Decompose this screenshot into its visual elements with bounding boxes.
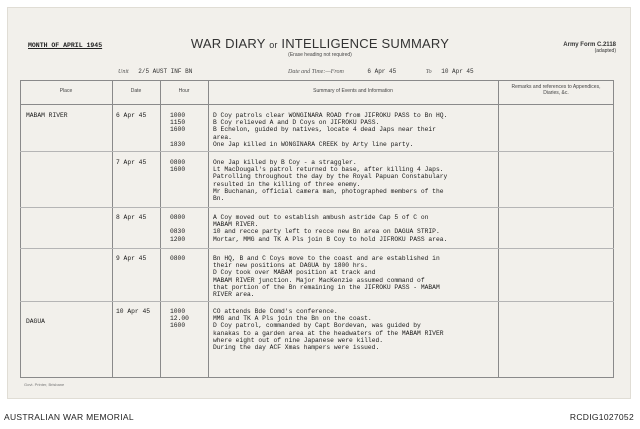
summary-line: Patrolling throughout the day by the Royal Papuan Constabulary <box>213 173 448 181</box>
entry-place: DAGUA <box>26 318 45 325</box>
title-intelligence-summary: INTELLIGENCE SUMMARY <box>281 36 450 51</box>
unit-value: 2/5 AUST INF BN <box>138 68 193 75</box>
rule-entry-1 <box>20 151 614 152</box>
entry-hour: 1150 <box>170 119 186 127</box>
rule-right <box>613 80 614 378</box>
title-war-diary: WAR DIARY <box>190 36 266 51</box>
entry-hours <box>170 308 189 330</box>
rule-place-date <box>112 80 113 378</box>
entry-hour: 12.00 <box>170 315 189 323</box>
summary-line: D Coy patrols clear WONGINARA ROAD from JIFROKU PASS to Bn HQ. <box>213 112 448 119</box>
entry-summary <box>213 112 447 148</box>
page-title <box>0 36 640 51</box>
entry-hours <box>170 214 185 243</box>
rule-entry-3 <box>20 248 614 249</box>
title-or: or <box>269 40 278 50</box>
summary-line: B Coy relieved A and D Coys on JIFROKU PASS. <box>213 119 380 127</box>
rule-entry-2 <box>20 207 614 208</box>
summary-line: resulted in the killing of three enemy. <box>213 180 361 188</box>
army-form-label <box>563 42 616 54</box>
rule-date-hour <box>160 80 161 378</box>
summary-line: 10 and recce party left to recce new Bn area on DAGUA STRIP. <box>213 228 440 236</box>
footer-institution: AUSTRALIAN WAR MEMORIAL <box>4 412 134 422</box>
summary-line: Mr Buchanan, official camera man, photographed members of the <box>213 187 444 195</box>
diary-table <box>20 80 614 378</box>
column-place-heading: Place <box>59 88 73 94</box>
entry-hour: 1600 <box>170 126 186 134</box>
entry-hour: 0830 <box>170 228 186 236</box>
entry-hour: 0800 <box>170 255 186 262</box>
summary-line: area. <box>213 133 232 141</box>
entry-date: 8 Apr 45 <box>116 214 147 221</box>
summary-line: Bn HQ, B and C Coys move to the coast and are established in <box>213 255 440 262</box>
entry-date: 6 Apr 45 <box>116 112 147 119</box>
army-form-note: (adapted) <box>594 48 616 54</box>
unit-label: Unit <box>118 69 129 75</box>
unit-line <box>118 68 192 75</box>
entry-hour: 1600 <box>170 166 186 174</box>
column-summary-heading: Summary of Events and Information <box>313 88 393 94</box>
entry-date: 7 Apr 45 <box>116 159 147 166</box>
entry-date: 10 Apr 45 <box>116 308 151 315</box>
summary-line: Mortar, MMG and TK A Pls join B Coy to hold JIFROKU PASS area. <box>213 235 448 243</box>
summary-line: Lt MacDougal's patrol returned to base, after killing 4 Japs. <box>213 166 444 174</box>
summary-line: RIVER area. <box>213 291 255 299</box>
entry-hours <box>170 255 185 262</box>
entry-summary <box>213 159 447 202</box>
entry-hour: 1600 <box>170 322 186 330</box>
entry-date: 9 Apr 45 <box>116 255 147 262</box>
dates-to: 10 Apr 45 <box>441 68 474 75</box>
footer-record-id: RCDIG1027052 <box>569 412 634 422</box>
entry-hour <box>170 134 185 141</box>
column-date-heading: Date <box>130 88 142 94</box>
summary-line: CO attends Bde Comd's conference. <box>213 308 338 315</box>
summary-line: One Jap killed by B Coy - a straggler. <box>213 159 357 166</box>
entry-place: MABAM RIVER <box>26 112 68 119</box>
summary-line: A Coy moved out to establish ambush astride Cap 5 of C on <box>213 214 429 221</box>
summary-line: One Jap killed in WONGINARA CREEK by Arty line party. <box>213 140 414 148</box>
dates-line <box>288 68 474 75</box>
summary-line: that portion of the Bn remaining in the JIFROKU PASS - MABAM <box>213 283 440 291</box>
rule-summary-remarks <box>498 80 499 378</box>
entry-hour: 0800 <box>170 159 186 166</box>
summary-line: MMG and TK A Pls join the Bn on the coast. <box>213 315 372 323</box>
dates-label: Date and Time:—From <box>288 69 344 75</box>
column-remarks-heading: Remarks and references to Appendices, Diaries, &c. <box>511 84 601 96</box>
month-heading: MONTH OF APRIL 1945 <box>28 42 103 49</box>
summary-line: kanakas to a garden area at the headwaters of the MABAM RIVER <box>213 329 444 337</box>
summary-line: MABAM RIVER junction. Major MacKenzie assumed command of <box>213 276 425 284</box>
rule-header-bottom <box>20 104 614 105</box>
rule-entry-4 <box>20 301 614 302</box>
summary-line: D Coy took over MABAM position at track and <box>213 269 376 277</box>
entry-summary <box>213 308 444 351</box>
page-subtitle: (Erase heading not required) <box>288 52 352 58</box>
summary-line: their new positions at DAGUA by 1800 hrs. <box>213 262 368 270</box>
summary-line: MABAM RIVER. <box>213 221 259 229</box>
entry-hour: 1200 <box>170 235 186 243</box>
summary-line: B Echelon, guided by natives, locate 4 dead Japs near their <box>213 126 436 134</box>
summary-line: During the day ACF Xmas hampers were issued. <box>213 344 380 352</box>
rule-hour-summary <box>208 80 209 378</box>
entry-hours <box>170 112 185 148</box>
dates-from: 6 Apr 45 <box>367 68 397 75</box>
rule-left <box>20 80 21 378</box>
army-form-number: Army Form C.2118 <box>563 42 616 48</box>
printer-imprint: Govt. Printer, Brisbane <box>24 382 65 387</box>
summary-line: D Coy patrol, commanded by Capt Bordevan, was guided by <box>213 322 421 330</box>
column-hour-heading: Hour <box>178 88 190 94</box>
rule-top <box>20 80 614 81</box>
entry-summary <box>213 214 447 243</box>
rule-bottom <box>20 377 614 378</box>
entry-hour: 1830 <box>170 140 186 148</box>
summary-line: where eight out of nine Japanese were killed. <box>213 336 384 344</box>
entry-hour <box>170 221 185 228</box>
entry-hour: 0800 <box>170 214 186 221</box>
entry-hour: 1000 <box>170 308 186 315</box>
entry-summary <box>213 255 440 298</box>
summary-line: Bn. <box>213 195 225 203</box>
entry-hour: 1000 <box>170 112 186 119</box>
dates-to-label: To <box>425 69 432 75</box>
entry-hours <box>170 159 185 173</box>
